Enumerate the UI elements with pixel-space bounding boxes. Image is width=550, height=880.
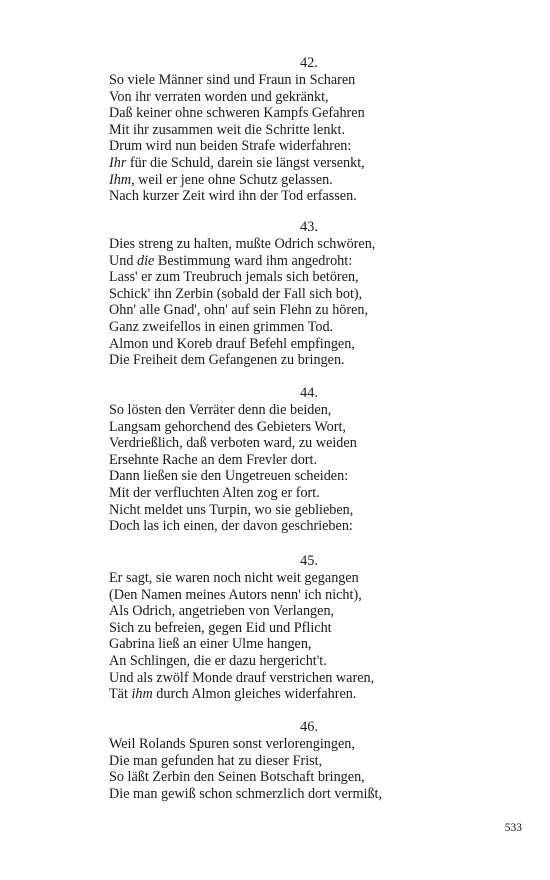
verse-line: Doch las ich einen, der davon geschrieben: [109,518,353,535]
stanza-number: 42. [300,55,318,71]
stanza-44 [109,385,509,535]
verse-line: Und als zwölf Monde drauf verstrichen waren, [109,669,375,686]
stanza-number: 43. [300,219,318,235]
verse-line: So lösten den Verräter denn die beiden, [109,402,332,418]
verse-line: Die man gewiß schon schmerzlich dort vermißt, [109,785,383,802]
verse-line: Daß keiner ohne schweren Kampfs Gefahren [109,105,365,122]
verse-line: Und die Bestimmung ward ihm angedroht: [109,252,353,269]
verse-line: Mit der verfluchten Alten zog er fort. [109,484,320,501]
stanza-43 [109,219,509,369]
verse-line: Dann ließen sie den Ungetreuen scheiden: [109,468,349,485]
verse-line: Mit ihr zusammen weit die Schritte lenkt. [109,121,346,138]
page-number: 533 [504,822,522,834]
verse-line: Tät ihm durch Almon gleiches widerfahren. [109,686,357,703]
verse-line: Schick' ihn Zerbin (sobald der Fall sich bot), [109,285,363,302]
verse-line: Weil Rolands Spuren sonst verlorengingen, [109,736,355,752]
verse-line: Ihr für die Schuld, darein sie längst versenkt, [109,154,365,171]
stanza-number: 44. [300,385,318,401]
verse-line: Gabrina ließ an einer Ulme hangen, [109,636,312,653]
verse-line: Die Freiheit dem Gefangenen zu bringen. [109,352,345,369]
stanza-number: 46. [300,719,318,735]
verse-line: So viele Männer sind und Fraun in Scharen [109,72,356,88]
verse-line: Nicht meldet uns Turpin, wo sie geblieben, [109,501,354,518]
verse-line: An Schlingen, die er dazu hergericht't. [109,652,327,669]
verse-line: Er sagt, sie waren noch nicht weit gegangen [109,570,359,586]
verse-line: Als Odrich, angetrieben von Verlangen, [109,603,335,620]
verse-line: (Den Namen meines Autors nenn' ich nicht), [109,586,362,603]
stanza-45 [109,553,509,703]
verse-line: Ihm, weil er jene ohne Schutz gelassen. [109,171,333,188]
verse-line: Verdrießlich, daß verboten ward, zu weiden [109,435,357,452]
verse-line: Langsam gehorchend des Gebieters Wort, [109,418,346,435]
verse-line: Ganz zweifellos in einen grimmen Tod. [109,318,334,335]
verse-line: Sich zu befreien, gegen Eid und Pflicht [109,619,332,636]
verse-line: Nach kurzer Zeit wird ihn der Tod erfassen. [109,188,357,205]
verse-line: Lass' er zum Treubruch jemals sich betören, [109,269,359,286]
verse-line: Die man gefunden hat zu dieser Frist, [109,752,323,769]
verse-line: Von ihr verraten worden und gekränkt, [109,88,329,105]
verse-line: So läßt Zerbin den Seinen Botschaft bringen, [109,769,365,786]
stanza-number: 45. [300,553,318,569]
stanza-42 [109,55,509,205]
verse-line: Dies streng zu halten, mußte Odrich schwören, [109,236,376,252]
verse-line: Ohn' alle Gnad', ohn' auf sein Flehn zu hören, [109,302,369,319]
verse-line: Ersehnte Rache an dem Frevler dort. [109,451,318,468]
stanza-46 [109,719,509,802]
verse-line: Almon und Koreb drauf Befehl empfingen, [109,335,355,352]
verse-line: Drum wird nun beiden Strafe widerfahren: [109,138,352,155]
